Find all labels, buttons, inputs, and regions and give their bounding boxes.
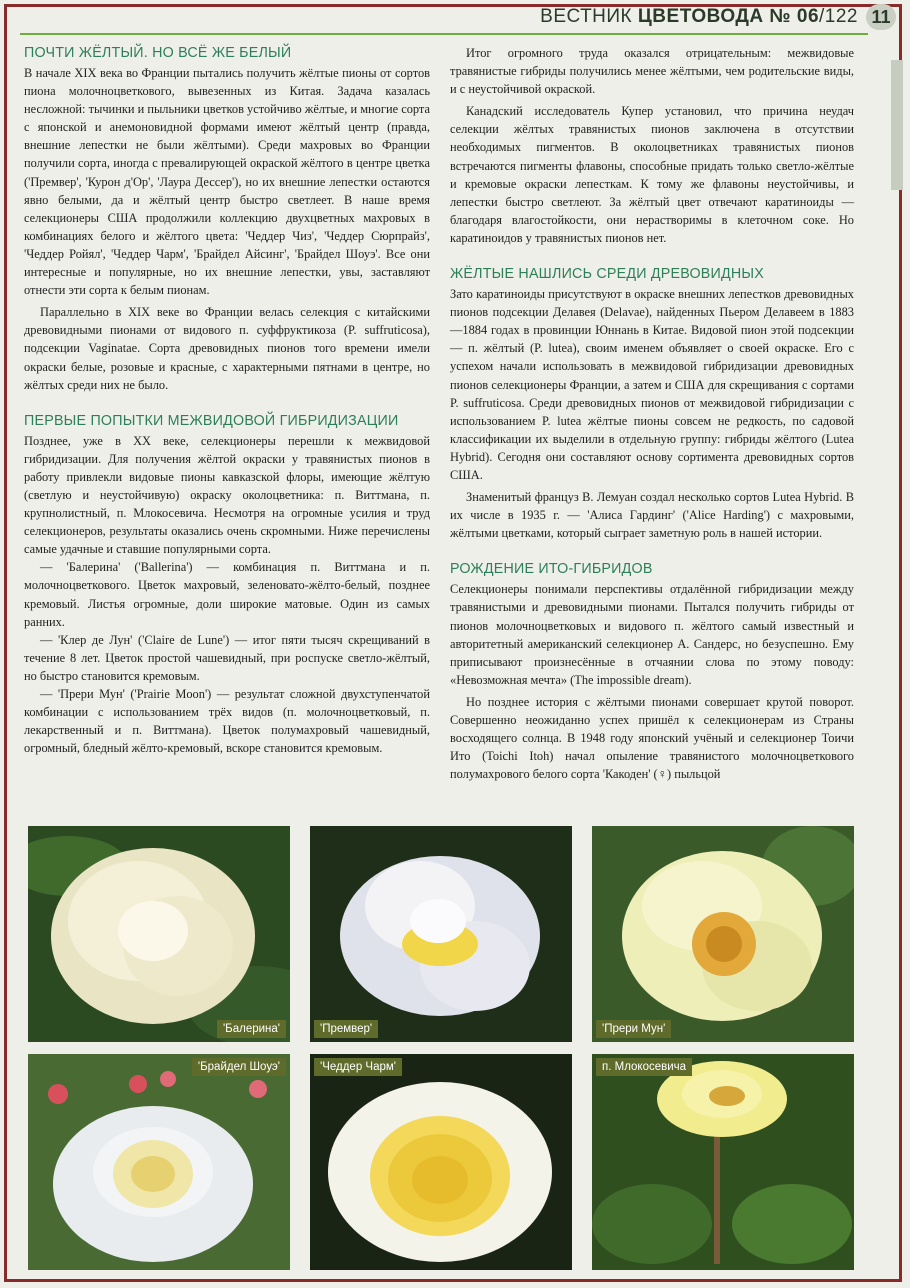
photo-bridal-showe <box>28 1054 290 1270</box>
section-heading: ПОЧТИ ЖЁЛТЫЙ. НО ВСЁ ЖЕ БЕЛЫЙ <box>24 45 292 61</box>
photo-cheddar-charm <box>310 1054 572 1270</box>
paragraph: Итог огромного труда оказался отрицательным: межвидовые травянистые гибриды получились менее жёлтыми, чем родительские виды, и с неустойчивой окраской. <box>450 46 854 97</box>
section-heading: ПЕРВЫЕ ПОПЫТКИ МЕЖВИДОВОЙ ГИБРИДИЗАЦИИ <box>24 412 399 429</box>
photo-grid <box>28 826 854 1274</box>
photo-caption: 'Премвер' <box>314 1020 378 1038</box>
paragraph: Селекционеры понимали перспективы отдалённой гибридизации между травянистыми и древовидными пионами. Пытался получить гибриды от пионов молочноцветковых и видового п. жёлтого самый известный и авторитетный американский селекционер А. Сандерс, но безуспешно. Ему приписывают произнесённые в отчаянии слова по этому поводу: «Невозможная мечта» (The impossible dream). <box>450 582 854 687</box>
peony-ballerina-image <box>28 826 290 1042</box>
paragraph: Знаменитый француз В. Лемуан создал несколько сортов Lutea Hybrid. В их числе в 1935 г. — 'Алиса Гардинг' ('Alice Harding') с махровыми, жёлтыми цветками, который сыграет заметную роль в нашей истории. <box>450 490 854 541</box>
page-header <box>0 0 910 36</box>
peony-premver-image <box>310 826 572 1042</box>
photo-caption: 'Балерина' <box>217 1020 286 1038</box>
paragraph: Параллельно в XIX веке во Франции велась селекция с китайскими древовидными пионами от видового п. суффруктикоза (P. suffruticosa), подсекции Vaginatae. Сорта древовидных пионов того времени имели окраски белые, розовые и красные, с характерными пятнами в центре, но жёлтых среди них не было. <box>24 305 430 392</box>
photo-ballerina <box>28 826 290 1042</box>
photo-prairie-moon <box>592 826 854 1042</box>
side-tab <box>891 60 903 190</box>
photo-mlokosewitschii <box>592 1054 854 1270</box>
paragraph: — 'Прери Мун' ('Prairie Moon') — результат сложной двухступенчатой комбинации с использованием трёх видов (п. молочноцветковый, п. лекарственный и п. Виттмана). Цветок полумахровый чашевидный, огромный, бледный жёлто-кремовый, вскоре становится кремовым. <box>24 687 430 756</box>
left-column <box>24 44 430 757</box>
peony-cheddar-charm-image <box>310 1054 572 1270</box>
photo-caption: 'Чеддер Чарм' <box>314 1058 402 1076</box>
magazine-title: ВЕСТНИК ЦВЕТОВОДА № 06/122 <box>540 6 858 27</box>
page-number: 11 <box>866 4 896 30</box>
peony-mlokosewitschii-image <box>592 1054 854 1270</box>
section-heading: РОЖДЕНИЕ ИТО-ГИБРИДОВ <box>450 561 653 578</box>
paragraph: Зато каратиноиды присутствуют в окраске внешних лепестков древовидных пионов подсекции Делавея (Delavae), найденных Пьером Делавеем в 1883—1884 годах в провинции Юннань в Китае. Видовой пион этой подсекции — п. жёлтый (P. lutea), своим именем объявляет о своей окраске. Его с успехом начали использовать в межвидовой гибридизации древовидных пионов селекционеры Франции, а затем и США для скрещивания с сортами P. suffruticosa. Среди древовидных пионов от межвидовой гибридизации с использованием P. lutea жёлтые пионы совсем не редкость, по садовой классификации их выделили в отдельную группу: гибриды жёлтого (Lutea Hybrid). Сегодня они составляют основу сортимента древовидных сортов США. <box>450 287 854 482</box>
header-rule <box>20 33 868 35</box>
photo-caption: 'Прери Мун' <box>596 1020 671 1038</box>
photo-premver <box>310 826 572 1042</box>
section-heading: ЖЁЛТЫЕ НАШЛИСЬ СРЕДИ ДРЕВОВИДНЫХ <box>450 266 764 283</box>
peony-bridal-showe-image <box>28 1054 290 1270</box>
paragraph: Но позднее история с жёлтыми пионами совершает крутой поворот. Совершенно неожиданно успех пришёл к селекционерам из Страны восходящего солнца. В 1948 году японский учёный и селекционер Тоичи Ито (Toichi Itoh) начал опыление травянистого молочноцветкового полумахрового белого сорта 'Какоден' (♀) пыльцой <box>450 694 854 782</box>
photo-caption: п. Млокосевича <box>596 1058 692 1076</box>
paragraph: В начале XIX века во Франции пытались получить жёлтые пионы от сортов пиона молочноцветкового, вывезенных из Китая. Задача казалась несложной: тычинки и пыльники цветков устойчиво жёлтые, и многие сорта с японской и анемоновидной формами имеют жёлтый центр (правда, внешние лепестки не были жёлтыми). Среди махровых во Франции получили сорта, иногда с превалирующей окраской жёлтого в центре цветка ('Премвер', 'Курон д'Ор', 'Лаура Дессер'), но их внешние лепестки остаются явно белыми, да и жёлтый центр быстро светлеет. В наше время селекционеры США продолжили коллекцию двухцветных махровых в комбинациях белого и жёлтого цвета: 'Чеддер Чиз', 'Чеддер Сюрпрайз', 'Чеддер Ройял', 'Чеддер Чарм', 'Брайдел Айсинг', 'Брайдел Шоуэ'. Все они интересные и популярные, но их внешние лепестки, увы, заставляют отнести эти сорта к белым пионам. <box>24 66 430 298</box>
peony-prairie-moon-image <box>592 826 854 1042</box>
paragraph: Канадский исследователь Купер установил, что причина неудач селекции жёлтых травянистых пионов заключена в отсутствии необходимых пигментов. В околоцветниках травянистых пионов встречаются пигменты флавоны, способные придать только светло-жёлтые и кремовые окраски лепесткам. К тому же флавоны неустойчивы, и лепестки быстро светлеют. За жёлтый цвет отвечают каратиноиды — благодаря влагостойкости, они нерастворимы в клеточном соке. Но каратиноидов у травянистых пионов нет. <box>450 104 854 245</box>
paragraph: Позднее, уже в XX веке, селекционеры перешли к межвидовой гибридизации. Для получения жёлтой окраски у травянистых пионов в работу привлекли видовые пионы кавказской флоры, имеющие жёлтую (светлую и неустойчивую) окраску околоцветника: п. Виттмана, п. крупнолистный, п. Млокосевича. Несмотря на огромные усилия и труд селекционеров, результаты оказались очень скромными. Ниже перечислены самые удачные и ставшие популярными сорта. <box>24 433 430 557</box>
photo-caption: 'Брайдел Шоуэ' <box>192 1058 286 1076</box>
right-column <box>450 44 854 783</box>
paragraph: — 'Клер де Лун' ('Claire de Lune') — итог пяти тысяч скрещиваний в течение 8 лет. Цветок простой чашевидный, при роспуске светло-жёлтый, но быстро становится кремовым. <box>24 632 430 683</box>
paragraph: — 'Балерина' ('Ballerina') — комбинация п. Виттмана и п. молочноцветкового. Цветок махровый, зеленовато-жёлто-белый, позднее кремовый. Листья огромные, доли широкие матовые. Один из самых ранних. <box>24 560 430 629</box>
